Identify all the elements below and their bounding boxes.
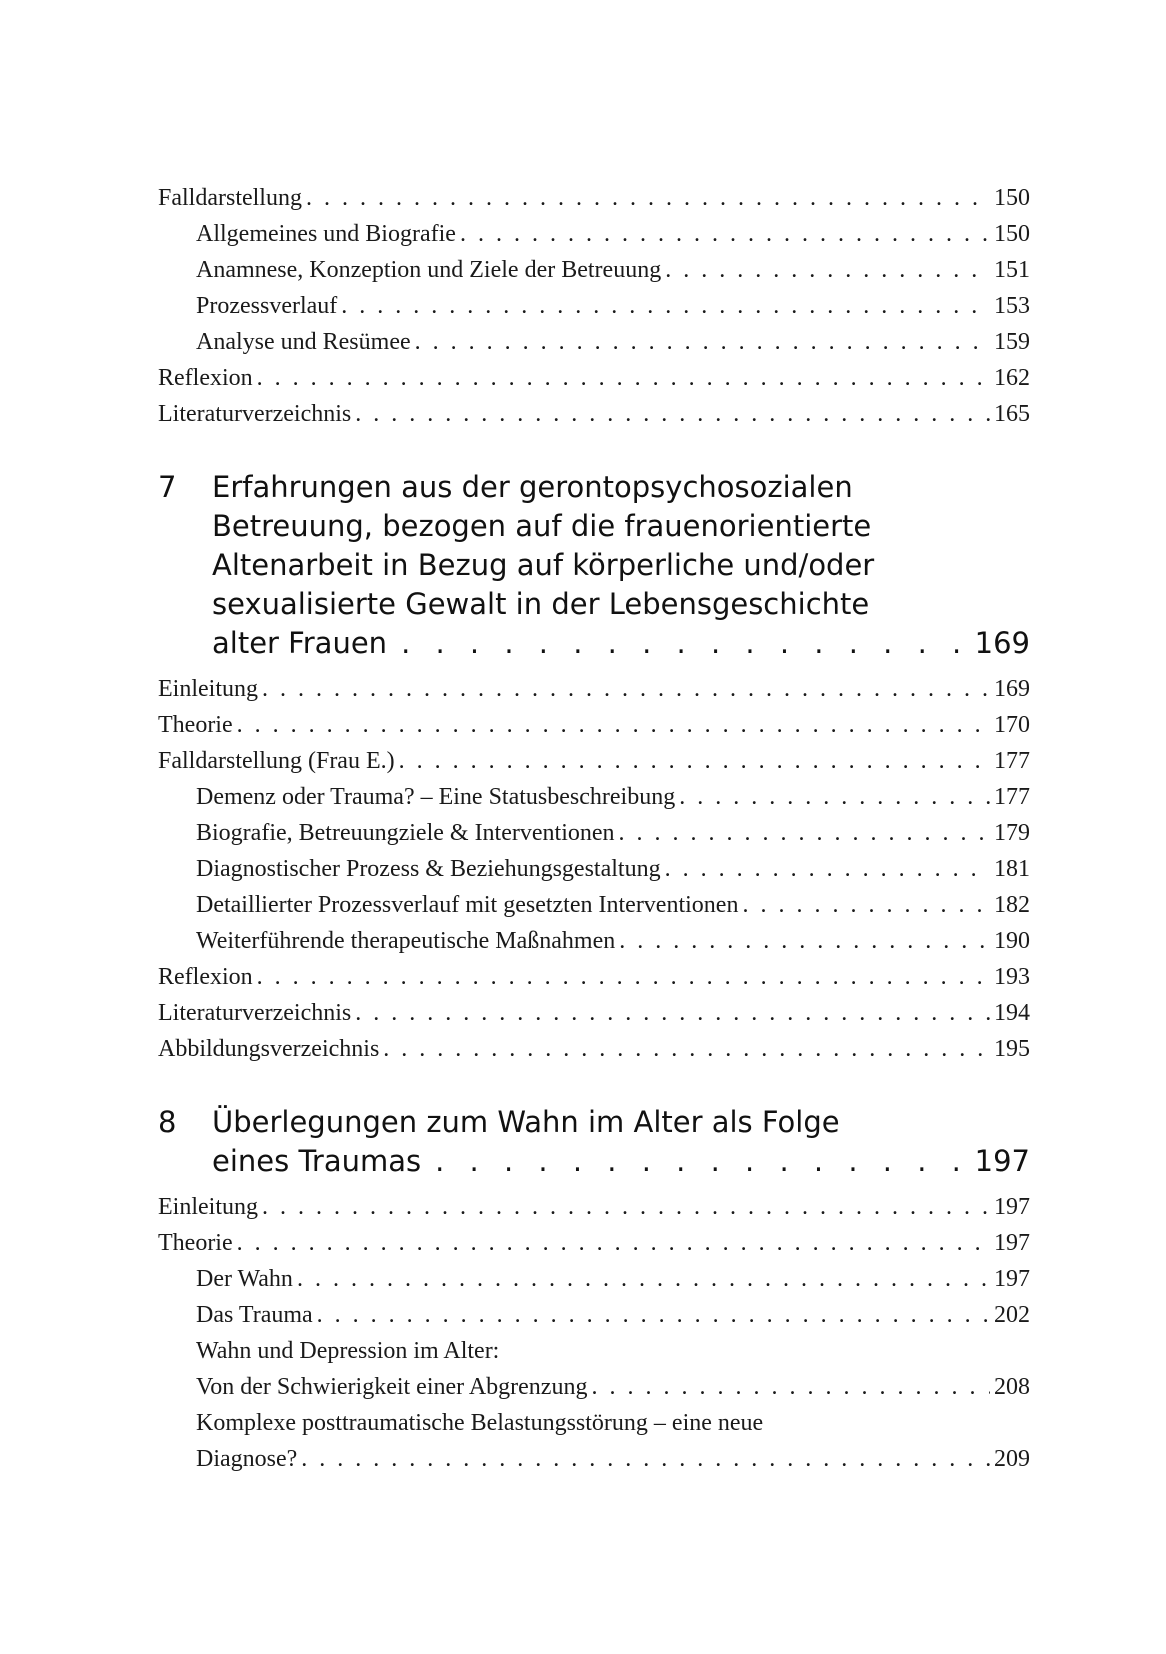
entry-title: Reflexion bbox=[158, 964, 253, 990]
toc-entry[interactable] bbox=[158, 1369, 1030, 1405]
leader-dots bbox=[460, 216, 990, 252]
entry-title: Literaturverzeichnis bbox=[158, 1000, 352, 1026]
toc-entry[interactable] bbox=[158, 959, 1030, 995]
entry-page-number: 208 bbox=[994, 1374, 1030, 1400]
toc-entry[interactable] bbox=[158, 1225, 1030, 1261]
entry-page-number: 165 bbox=[994, 401, 1030, 427]
entry-page-number: 151 bbox=[994, 257, 1030, 283]
entry-title: Falldarstellung bbox=[158, 185, 302, 211]
chapter-title-line: Erfahrungen aus der gerontopsychosozialen bbox=[212, 470, 853, 504]
leader-dots bbox=[619, 815, 990, 851]
toc-entry[interactable] bbox=[158, 779, 1030, 815]
leader-dots bbox=[262, 1189, 990, 1225]
chapter-title-line: sexualisierte Gewalt in der Lebensgeschichte bbox=[212, 587, 870, 621]
toc-entry[interactable] bbox=[158, 923, 1030, 959]
entry-title: Biografie, Betreuungziele & Interventionen bbox=[196, 820, 615, 846]
entry-page-number: 179 bbox=[994, 820, 1030, 846]
entry-title: Detaillierter Prozessverlauf mit gesetzten Interventionen bbox=[196, 892, 739, 918]
entry-title: Abbildungsverzeichnis bbox=[158, 1036, 380, 1062]
toc-entry[interactable] bbox=[158, 995, 1030, 1031]
section-6-entries bbox=[158, 180, 1030, 432]
leader-dots bbox=[355, 995, 990, 1031]
table-of-contents bbox=[158, 180, 1030, 1477]
entry-page-number: 181 bbox=[994, 856, 1030, 882]
chapter-title-line: Überlegungen zum Wahn im Alter als Folge bbox=[212, 1105, 840, 1139]
leader-dots bbox=[257, 959, 990, 995]
entry-page-number: 195 bbox=[994, 1036, 1030, 1062]
toc-entry[interactable] bbox=[158, 396, 1030, 432]
toc-entry[interactable] bbox=[158, 707, 1030, 743]
chapter-title-line: Betreuung, bezogen auf die frauenorientierte bbox=[212, 509, 872, 543]
chapter-title-line: Altenarbeit in Bezug auf körperliche und/oder bbox=[212, 548, 875, 582]
entry-title: Anamnese, Konzeption und Ziele der Betreuung bbox=[196, 257, 662, 283]
chapter-title-line: eines Traumas bbox=[212, 1144, 422, 1178]
entry-page-number: 193 bbox=[994, 964, 1030, 990]
leader-dots bbox=[317, 1297, 990, 1333]
entry-title: Wahn und Depression im Alter: bbox=[196, 1338, 500, 1364]
entry-title: Das Trauma bbox=[196, 1302, 313, 1328]
toc-entry[interactable] bbox=[158, 1261, 1030, 1297]
entry-page-number: 197 bbox=[994, 1194, 1030, 1220]
entry-page-number: 194 bbox=[994, 1000, 1030, 1026]
toc-entry[interactable] bbox=[158, 815, 1030, 851]
toc-entry[interactable] bbox=[158, 1297, 1030, 1333]
entry-page-number: 159 bbox=[994, 329, 1030, 355]
chapter-7-entries bbox=[158, 671, 1030, 1067]
leader-dots bbox=[301, 1441, 990, 1477]
entry-title: Diagnostischer Prozess & Beziehungsgestaltung bbox=[196, 856, 661, 882]
entry-title: Allgemeines und Biografie bbox=[196, 221, 456, 247]
leader-dots bbox=[742, 887, 990, 923]
chapter-8-heading[interactable] bbox=[158, 1103, 1030, 1181]
leader-dots bbox=[297, 1261, 990, 1297]
toc-entry[interactable] bbox=[158, 324, 1030, 360]
toc-entry[interactable] bbox=[158, 360, 1030, 396]
leader-dots bbox=[237, 1225, 990, 1261]
entry-page-number: 182 bbox=[994, 892, 1030, 918]
leader-dots bbox=[383, 1031, 990, 1067]
entry-title: Einleitung bbox=[158, 676, 258, 702]
leader-dots bbox=[665, 252, 990, 288]
entry-title: Theorie bbox=[158, 1230, 233, 1256]
entry-title: Demenz oder Trauma? – Eine Statusbeschreibung bbox=[196, 784, 676, 810]
chapter-8-entries bbox=[158, 1189, 1030, 1477]
chapter-7-heading[interactable] bbox=[158, 468, 1030, 663]
entry-page-number: 202 bbox=[994, 1302, 1030, 1328]
toc-entry[interactable] bbox=[158, 1441, 1030, 1477]
entry-page-number: 177 bbox=[994, 784, 1030, 810]
entry-page-number: 150 bbox=[994, 221, 1030, 247]
chapter-number: 7 bbox=[158, 470, 177, 504]
entry-title: Literaturverzeichnis bbox=[158, 401, 352, 427]
entry-page-number: 153 bbox=[994, 293, 1030, 319]
leader-dots bbox=[619, 923, 990, 959]
entry-page-number: 162 bbox=[994, 365, 1030, 391]
entry-title: Weiterführende therapeutische Maßnahmen bbox=[196, 928, 616, 954]
entry-page-number: 177 bbox=[994, 748, 1030, 774]
leader-dots bbox=[591, 1369, 990, 1405]
entry-page-number: 170 bbox=[994, 712, 1030, 738]
leader-dots bbox=[262, 671, 990, 707]
chapter-page-number: 197 bbox=[974, 1144, 1030, 1178]
leader-dots bbox=[401, 624, 965, 663]
toc-entry[interactable] bbox=[158, 180, 1030, 216]
entry-title: Falldarstellung (Frau E.) bbox=[158, 748, 395, 774]
entry-title: Analyse und Resümee bbox=[196, 329, 411, 355]
entry-title-continued: Diagnose? bbox=[196, 1446, 298, 1472]
chapter-number: 8 bbox=[158, 1105, 177, 1139]
chapter-title-line: alter Frauen bbox=[212, 626, 388, 660]
entry-title: Prozessverlauf bbox=[196, 293, 338, 319]
entry-page-number: 190 bbox=[994, 928, 1030, 954]
toc-entry-line[interactable] bbox=[158, 1333, 1030, 1369]
leader-dots bbox=[355, 396, 990, 432]
toc-entry[interactable] bbox=[158, 851, 1030, 887]
leader-dots bbox=[237, 707, 990, 743]
toc-entry[interactable] bbox=[158, 743, 1030, 779]
entry-page-number: 197 bbox=[994, 1266, 1030, 1292]
toc-entry[interactable] bbox=[158, 1031, 1030, 1067]
entry-title: Komplexe posttraumatische Belastungsstörung – eine neue bbox=[196, 1410, 764, 1436]
toc-entry[interactable] bbox=[158, 671, 1030, 707]
entry-title: Theorie bbox=[158, 712, 233, 738]
leader-dots bbox=[399, 743, 990, 779]
toc-entry[interactable] bbox=[158, 252, 1030, 288]
leader-dots bbox=[435, 1142, 965, 1181]
entry-page-number: 209 bbox=[994, 1446, 1030, 1472]
leader-dots bbox=[341, 288, 990, 324]
entry-page-number: 197 bbox=[994, 1230, 1030, 1256]
entry-title-continued: Von der Schwierigkeit einer Abgrenzung bbox=[196, 1374, 588, 1400]
leader-dots bbox=[679, 779, 990, 815]
entry-title: Der Wahn bbox=[196, 1266, 293, 1292]
toc-entry[interactable] bbox=[158, 887, 1030, 923]
leader-dots bbox=[665, 851, 990, 887]
entry-title: Einleitung bbox=[158, 1194, 258, 1220]
toc-entry-line[interactable] bbox=[158, 1405, 1030, 1441]
toc-entry[interactable] bbox=[158, 1189, 1030, 1225]
entry-page-number: 169 bbox=[994, 676, 1030, 702]
leader-dots bbox=[415, 324, 990, 360]
leader-dots bbox=[257, 360, 990, 396]
entry-page-number: 150 bbox=[994, 185, 1030, 211]
chapter-page-number: 169 bbox=[974, 626, 1030, 660]
toc-entry[interactable] bbox=[158, 288, 1030, 324]
entry-title: Reflexion bbox=[158, 365, 253, 391]
toc-entry[interactable] bbox=[158, 216, 1030, 252]
leader-dots bbox=[306, 180, 990, 216]
